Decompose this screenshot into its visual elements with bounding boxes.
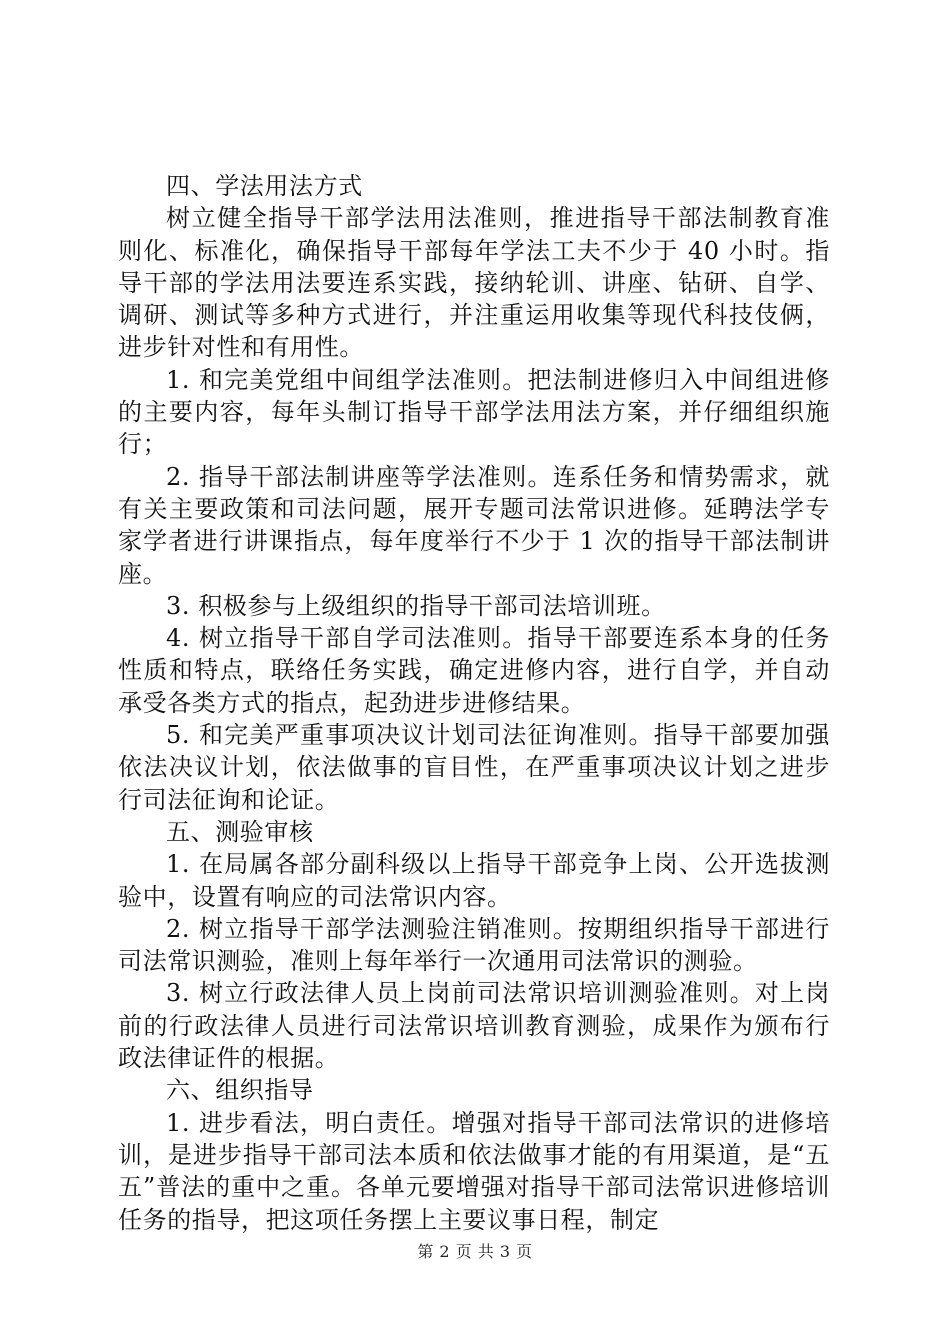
section-heading-examination: 五、测验审核 [166,817,314,846]
exam-item-1-selection: 1. 在局属各部分副科级以上指导干部竞争上岗、公开选拔测验中，设置有响应的司法常识内容。 [118,850,830,911]
list-item-2-lecture-system: 2. 指导干部法制讲座等学法准则。连系任务和情势需求，就有关主要政策和司法问题，展开专题司法常识进修。延聘法学专家学者进行讲课指点，每年度举行不少于 1 次的指导干部法制讲座。 [118,462,830,588]
document-body [118,170,830,1236]
list-item-4-self-study: 4. 树立指导干部自学司法准则。指导干部要连系本身的任务性质和特点，联络任务实践，确定进修内容，进行自学，并自动承受各类方式的指点，起劲进步进修结果。 [118,624,830,717]
list-item-3-training-class: 3. 积极参与上级组织的指导干部司法培训班。 [166,591,666,620]
list-item-5-legal-consultation: 5. 和完美严重事项决议计划司法征询准则。指导干部要加强依法决议计划，依法做事的盲目性，在严重事项决议计划之进步行司法征询和论证。 [118,721,830,814]
section-heading-study-methods: 四、学法用法方式 [166,172,363,200]
exam-item-3-enforcement-staff: 3. 树立行政法律人员上岗前司法常识培训测验准则。对上岗前的行政法律人员进行司法常识培训教育测验，成果作为颁布行政法律证件的根据。 [118,979,830,1073]
section-heading-leadership: 六、组织指导 [166,1076,314,1105]
paragraph-study-rules-intro: 树立健全指导干部学法用法准则，推进指导干部法制教育准则化、标准化，确保指导干部每年学法工夫不少于 40 小时。指导干部的学法用法要连系实践，接纳轮训、讲座、钻研、自学、调研、测试等多种方式进行，并注重运用收集等现代科技伎俩，进步针对性和有用性。 [118,204,830,362]
exam-item-2-registration: 2. 树立指导干部学法测验注销准则。按期组织指导干部进行司法常识测验，准则上每年举行一次通用司法常识的测验。 [118,914,830,976]
page-number-footer: 第 2 页 共 3 页 [417,1242,533,1261]
list-item-1-party-group-study: 1. 和完美党组中间组学法准则。把法制进修归入中间组进修的主要内容，每年头制订指导干部学法用法方案，并仔细组织施行； [118,365,830,459]
leadership-item-1-awareness: 1. 进步看法，明白责任。增强对指导干部司法常识的进修培训，是进步指导干部司法本质和依法做事才能的有用渠道，是“五五”普法的重中之重。各单元要增强对指导干部司法常识进修培训任务的指导，把这项任务摆上主要议事日程，制定 [118,1108,830,1234]
